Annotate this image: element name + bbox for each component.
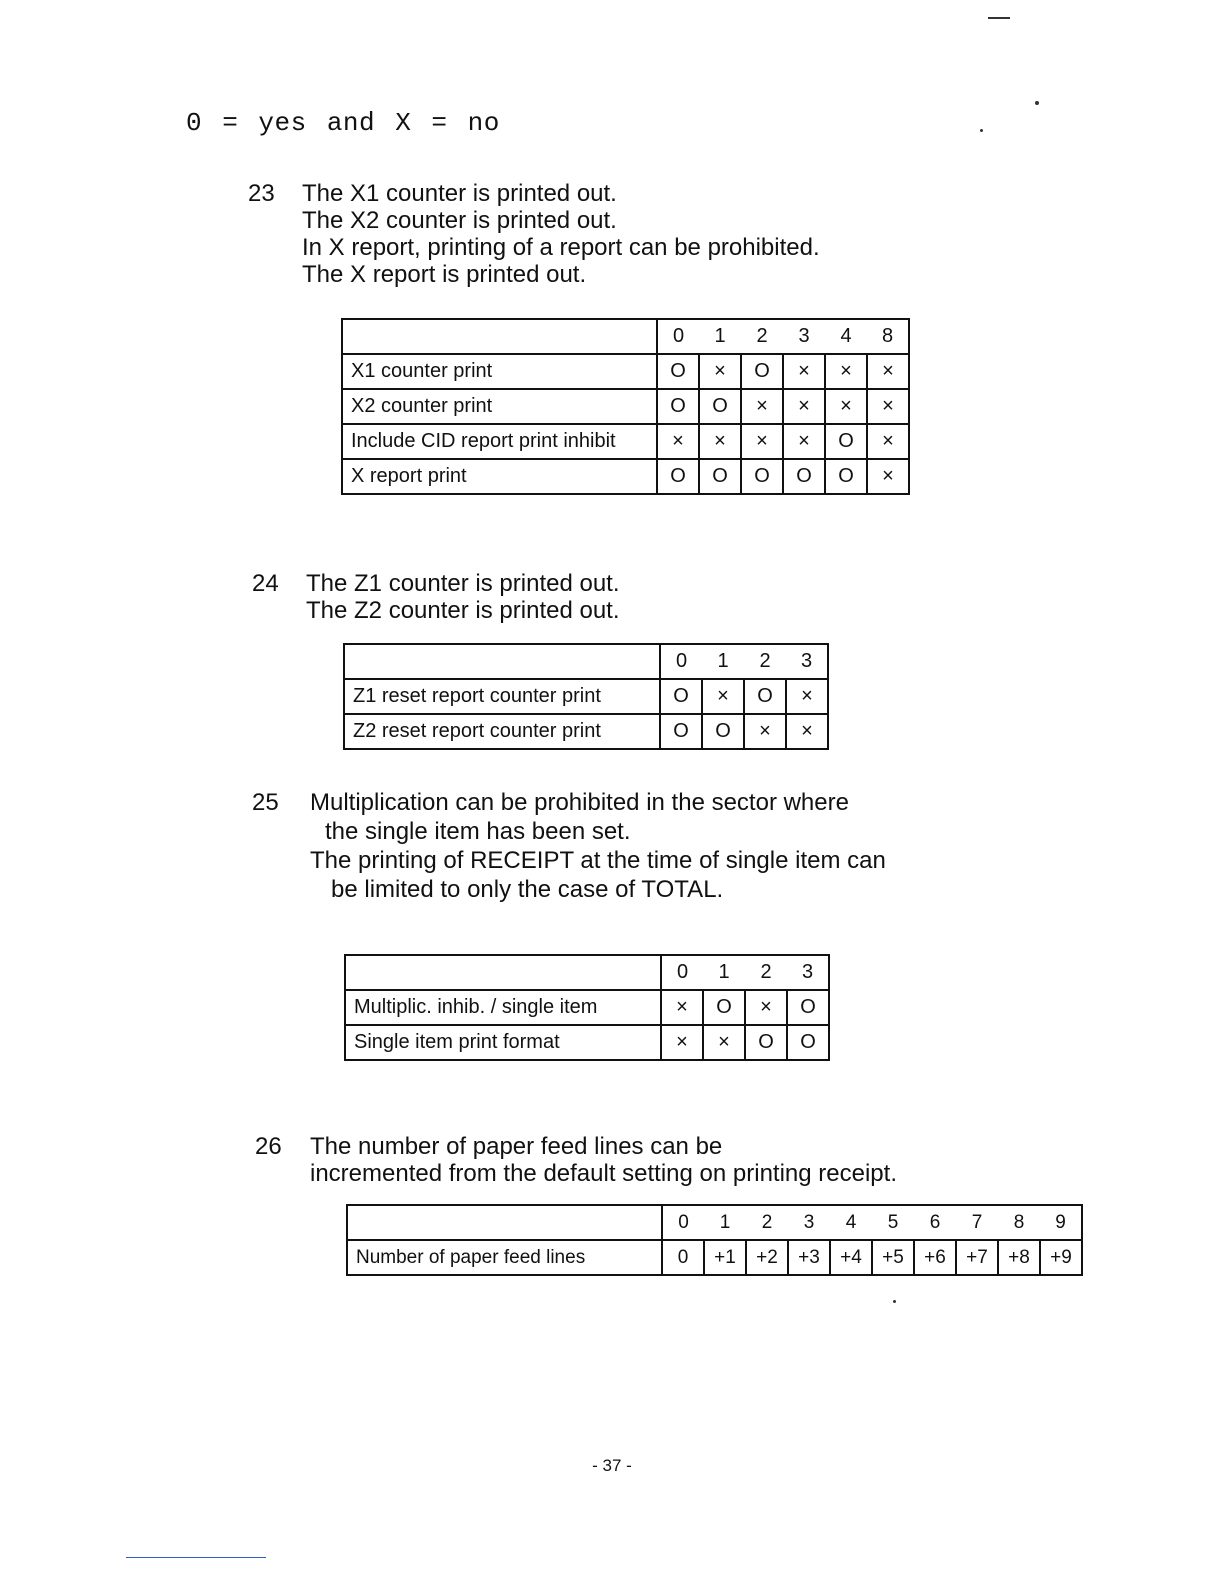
- table-cell: +2: [746, 1240, 788, 1275]
- column-header: 1: [703, 955, 745, 990]
- column-header: 8: [998, 1205, 1040, 1240]
- table-cell: O: [657, 354, 699, 389]
- table-cell: O: [783, 459, 825, 494]
- section-text: [310, 1133, 897, 1187]
- table-cell: O: [825, 424, 867, 459]
- table-header-row: [344, 644, 828, 679]
- column-header: 2: [741, 319, 783, 354]
- table-cell: O: [660, 679, 702, 714]
- column-header: 3: [783, 319, 825, 354]
- row-label: X report print: [342, 459, 657, 494]
- table-cell: O: [657, 389, 699, 424]
- row-label: Multiplic. inhib. / single item: [345, 990, 661, 1025]
- column-header: 0: [661, 955, 703, 990]
- row-label: Z1 reset report counter print: [344, 679, 660, 714]
- table-cell: O: [699, 459, 741, 494]
- section-number: 23: [248, 180, 275, 207]
- text-line: The Z2 counter is printed out.: [306, 597, 620, 624]
- column-header: 2: [746, 1205, 788, 1240]
- header-blank: [347, 1205, 662, 1240]
- table-cell: ×: [702, 679, 744, 714]
- table-row: [342, 389, 909, 424]
- column-header: 3: [787, 955, 829, 990]
- text-line: The printing of RECEIPT at the time of single item can: [310, 847, 886, 874]
- text-line: The number of paper feed lines can be: [310, 1133, 723, 1160]
- table-row: [347, 1240, 1082, 1275]
- column-header: 4: [825, 319, 867, 354]
- table-cell: ×: [825, 389, 867, 424]
- section-text: [302, 180, 820, 288]
- column-header: 6: [914, 1205, 956, 1240]
- table-row: [344, 679, 828, 714]
- table-cell: O: [744, 679, 786, 714]
- column-header: 2: [744, 644, 786, 679]
- table-row: [342, 424, 909, 459]
- section-number: 26: [255, 1133, 282, 1160]
- table-cell: ×: [825, 354, 867, 389]
- settings-table-24: [343, 643, 829, 750]
- text-line: The X report is printed out.: [302, 261, 587, 288]
- section-number: 25: [252, 789, 279, 816]
- table-cell: ×: [867, 354, 909, 389]
- settings-table-25: [344, 954, 830, 1061]
- table-cell: O: [703, 990, 745, 1025]
- text-line: be limited to only the case of TOTAL.: [331, 876, 724, 903]
- legend: 0 = yes and X = no: [186, 108, 500, 138]
- table-cell: ×: [783, 354, 825, 389]
- table-row: [344, 714, 828, 749]
- scan-speck: [988, 17, 1010, 19]
- table-cell: ×: [661, 990, 703, 1025]
- text-line: incremented from the default setting on printing receipt.: [310, 1160, 897, 1187]
- column-header: 3: [786, 644, 828, 679]
- table-cell: +1: [704, 1240, 746, 1275]
- table-header-row: [347, 1205, 1082, 1240]
- table-cell: +9: [1040, 1240, 1082, 1275]
- row-label: Number of paper feed lines: [347, 1240, 662, 1275]
- text-line: The X2 counter is printed out.: [302, 207, 617, 234]
- column-header: 5: [872, 1205, 914, 1240]
- table-cell: O: [745, 1025, 787, 1060]
- table-cell: ×: [867, 459, 909, 494]
- table-cell: O: [702, 714, 744, 749]
- table-row: [345, 990, 829, 1025]
- table-row: [345, 1025, 829, 1060]
- column-header: 1: [702, 644, 744, 679]
- header-blank: [345, 955, 661, 990]
- table-cell: ×: [699, 424, 741, 459]
- table-cell: ×: [783, 389, 825, 424]
- table-cell: +8: [998, 1240, 1040, 1275]
- column-header: 8: [867, 319, 909, 354]
- scan-speck: [893, 1300, 896, 1303]
- text-line: the single item has been set.: [325, 818, 631, 845]
- table-cell: ×: [786, 714, 828, 749]
- table-cell: O: [660, 714, 702, 749]
- table-header-row: [345, 955, 829, 990]
- column-header: 1: [699, 319, 741, 354]
- settings-table-26: [346, 1204, 1083, 1276]
- column-header: 2: [745, 955, 787, 990]
- table-cell: +4: [830, 1240, 872, 1275]
- table-cell: +7: [956, 1240, 998, 1275]
- table-cell: ×: [744, 714, 786, 749]
- table-cell: O: [787, 1025, 829, 1060]
- column-header: 0: [660, 644, 702, 679]
- row-label: Z2 reset report counter print: [344, 714, 660, 749]
- section-text: [306, 570, 620, 624]
- column-header: 4: [830, 1205, 872, 1240]
- table-cell: 0: [662, 1240, 704, 1275]
- table-cell: O: [741, 354, 783, 389]
- text-line: The Z1 counter is printed out.: [306, 570, 620, 597]
- row-label: X2 counter print: [342, 389, 657, 424]
- table-cell: +6: [914, 1240, 956, 1275]
- table-cell: O: [787, 990, 829, 1025]
- table-header-row: [342, 319, 909, 354]
- row-label: Single item print format: [345, 1025, 661, 1060]
- table-cell: ×: [745, 990, 787, 1025]
- table-cell: ×: [741, 389, 783, 424]
- table-cell: O: [741, 459, 783, 494]
- table-cell: ×: [661, 1025, 703, 1060]
- table-cell: O: [657, 459, 699, 494]
- table-cell: O: [699, 389, 741, 424]
- table-cell: ×: [699, 354, 741, 389]
- table-row: [342, 354, 909, 389]
- row-label: Include CID report print inhibit: [342, 424, 657, 459]
- scan-speck: [980, 129, 983, 132]
- column-header: 0: [662, 1205, 704, 1240]
- text-line: The X1 counter is printed out.: [302, 180, 617, 207]
- table-cell: +3: [788, 1240, 830, 1275]
- table-cell: ×: [786, 679, 828, 714]
- header-blank: [344, 644, 660, 679]
- column-header: 7: [956, 1205, 998, 1240]
- table-row: [342, 459, 909, 494]
- table-cell: O: [825, 459, 867, 494]
- text-line: Multiplication can be prohibited in the sector where: [310, 789, 849, 816]
- table-cell: ×: [703, 1025, 745, 1060]
- page-number: - 37 -: [592, 1456, 632, 1475]
- scan-speck: [1035, 101, 1039, 105]
- section-number: 24: [252, 570, 279, 597]
- settings-table-23: [341, 318, 910, 495]
- text-line: In X report, printing of a report can be prohibited.: [302, 234, 820, 261]
- header-blank: [342, 319, 657, 354]
- column-header: 0: [657, 319, 699, 354]
- table-cell: ×: [657, 424, 699, 459]
- table-cell: ×: [741, 424, 783, 459]
- table-cell: +5: [872, 1240, 914, 1275]
- table-cell: ×: [867, 424, 909, 459]
- column-header: 9: [1040, 1205, 1082, 1240]
- section-text: [310, 788, 886, 904]
- column-header: 1: [704, 1205, 746, 1240]
- table-cell: ×: [783, 424, 825, 459]
- table-cell: ×: [867, 389, 909, 424]
- scan-edge-line: [126, 1557, 266, 1558]
- column-header: 3: [788, 1205, 830, 1240]
- row-label: X1 counter print: [342, 354, 657, 389]
